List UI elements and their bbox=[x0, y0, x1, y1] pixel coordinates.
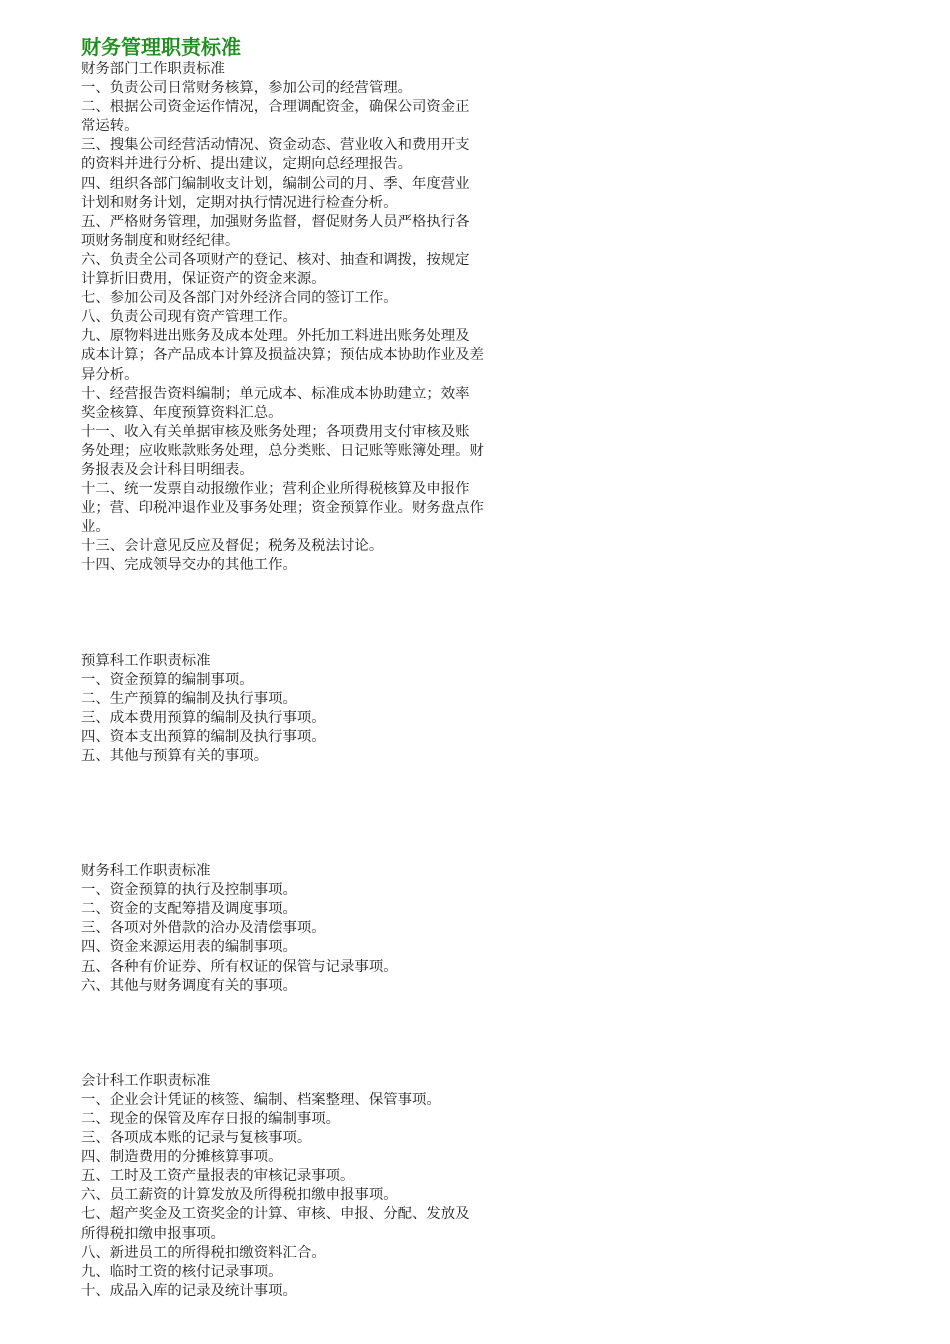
duty-line: 二、生产预算的编制及执行事项。 bbox=[81, 690, 297, 707]
duty-line: 项财务制度和财经纪律。 bbox=[81, 232, 240, 249]
document-page bbox=[81, 34, 561, 1301]
duty-line: 二、资金的支配筹措及调度事项。 bbox=[81, 901, 297, 918]
section-heading: 预算科工作职责标准 bbox=[81, 652, 211, 669]
duty-line: 异分析。 bbox=[81, 366, 139, 383]
duty-line: 计划和财务计划，定期对执行情况进行检查分析。 bbox=[81, 194, 398, 211]
duty-line: 奖金核算、年度预算资料汇总。 bbox=[81, 404, 283, 421]
duty-line: 成本计算；各产品成本计算及损益决算；预估成本协助作业及差 bbox=[81, 347, 484, 364]
duty-line: 五、其他与预算有关的事项。 bbox=[81, 748, 269, 764]
duty-line: 十二、统一发票自动报缴作业；营利企业所得税核算及申报作 bbox=[81, 481, 470, 498]
section-accounting-office bbox=[81, 1072, 561, 1301]
duty-line: 二、根据公司资金运作情况，合理调配资金，确保公司资金正 bbox=[81, 99, 470, 116]
duty-line: 所得税扣缴申报事项。 bbox=[81, 1225, 225, 1242]
duty-line: 六、其他与财务调度有关的事项。 bbox=[81, 977, 297, 994]
duty-line: 一、资金预算的执行及控制事项。 bbox=[81, 882, 297, 899]
duty-line: 四、资金来源运用表的编制事项。 bbox=[81, 939, 297, 956]
duty-line: 业；营、印税冲退作业及事务处理；资金预算作业。财务盘点作 bbox=[81, 500, 484, 517]
section-heading: 会计科工作职责标准 bbox=[81, 1072, 211, 1089]
section-finance-office bbox=[81, 862, 561, 996]
duty-line: 一、企业会计凭证的核签、编制、档案整理、保管事项。 bbox=[81, 1091, 441, 1108]
duty-line: 四、组织各部门编制收支计划，编制公司的月、季、年度营业 bbox=[81, 175, 470, 192]
duty-line: 四、资本支出预算的编制及执行事项。 bbox=[81, 728, 326, 745]
duty-line: 务报表及会计科目明细表。 bbox=[81, 461, 254, 478]
duty-line: 三、成本费用预算的编制及执行事项。 bbox=[81, 709, 326, 726]
duty-line: 计算折旧费用，保证资产的资金来源。 bbox=[81, 271, 326, 288]
duty-line: 三、搜集公司经营活动情况、资金动态、营业收入和费用开支 bbox=[81, 137, 470, 154]
duty-line: 五、严格财务管理，加强财务监督，督促财务人员严格执行各 bbox=[81, 213, 470, 230]
duty-line: 十四、完成领导交办的其他工作。 bbox=[81, 557, 297, 574]
duty-line: 十三、会计意见反应及督促；税务及税法讨论。 bbox=[81, 538, 384, 555]
duty-line: 的资料并进行分析、提出建议，定期向总经理报告。 bbox=[81, 156, 412, 173]
duty-line: 十一、收入有关单据审核及账务处理；各项费用支付审核及账 bbox=[81, 423, 470, 440]
duty-line: 八、新进员工的所得税扣缴资料汇合。 bbox=[81, 1244, 326, 1261]
duty-line: 五、工时及工资产量报表的审核记录事项。 bbox=[81, 1168, 355, 1185]
duty-list bbox=[81, 881, 561, 996]
section-heading: 财务科工作职责标准 bbox=[81, 863, 211, 880]
duty-list bbox=[81, 1091, 561, 1301]
duty-list bbox=[81, 671, 561, 766]
duty-line: 一、负责公司日常财务核算，参加公司的经营管理。 bbox=[81, 80, 412, 97]
section-finance-department bbox=[81, 60, 561, 576]
duty-line: 十、经营报告资料编制；单元成本、标准成本协助建立；效率 bbox=[81, 385, 470, 402]
duty-line: 七、超产奖金及工资奖金的计算、审核、申报、分配、发放及 bbox=[81, 1206, 470, 1223]
duty-line: 八、负责公司现有资产管理工作。 bbox=[81, 309, 297, 326]
duty-line: 九、临时工资的核付记录事项。 bbox=[81, 1263, 283, 1280]
duty-line: 三、各项对外借款的洽办及清偿事项。 bbox=[81, 920, 326, 937]
section-heading: 财务部门工作职责标准 bbox=[81, 61, 225, 77]
duty-line: 六、员工薪资的计算发放及所得税扣缴申报事项。 bbox=[81, 1187, 398, 1204]
duty-line: 四、制造费用的分摊核算事项。 bbox=[81, 1149, 283, 1166]
duty-line: 一、资金预算的编制事项。 bbox=[81, 671, 254, 688]
duty-line: 十、成品入库的记录及统计事项。 bbox=[81, 1282, 297, 1299]
duty-line: 三、各项成本账的记录与复核事项。 bbox=[81, 1130, 312, 1147]
duty-line: 六、负责全公司各项财产的登记、核对、抽查和调拨，按规定 bbox=[81, 251, 470, 268]
section-budget-office bbox=[81, 652, 561, 767]
duty-line: 七、参加公司及各部门对外经济合同的签订工作。 bbox=[81, 290, 398, 307]
document-title: 财务管理职责标准 bbox=[81, 35, 241, 59]
duty-line: 九、原物料进出账务及成本处理。外托加工料进出账务处理及 bbox=[81, 328, 470, 345]
duty-list bbox=[81, 79, 561, 575]
duty-line: 业。 bbox=[81, 519, 110, 536]
duty-line: 五、各种有价证券、所有权证的保管与记录事项。 bbox=[81, 958, 398, 975]
duty-line: 二、现金的保管及库存日报的编制事项。 bbox=[81, 1110, 341, 1127]
duty-line: 常运转。 bbox=[81, 118, 139, 135]
duty-line: 务处理；应收账款账务处理，总分类账、日记账等账簿处理。财 bbox=[81, 442, 484, 459]
